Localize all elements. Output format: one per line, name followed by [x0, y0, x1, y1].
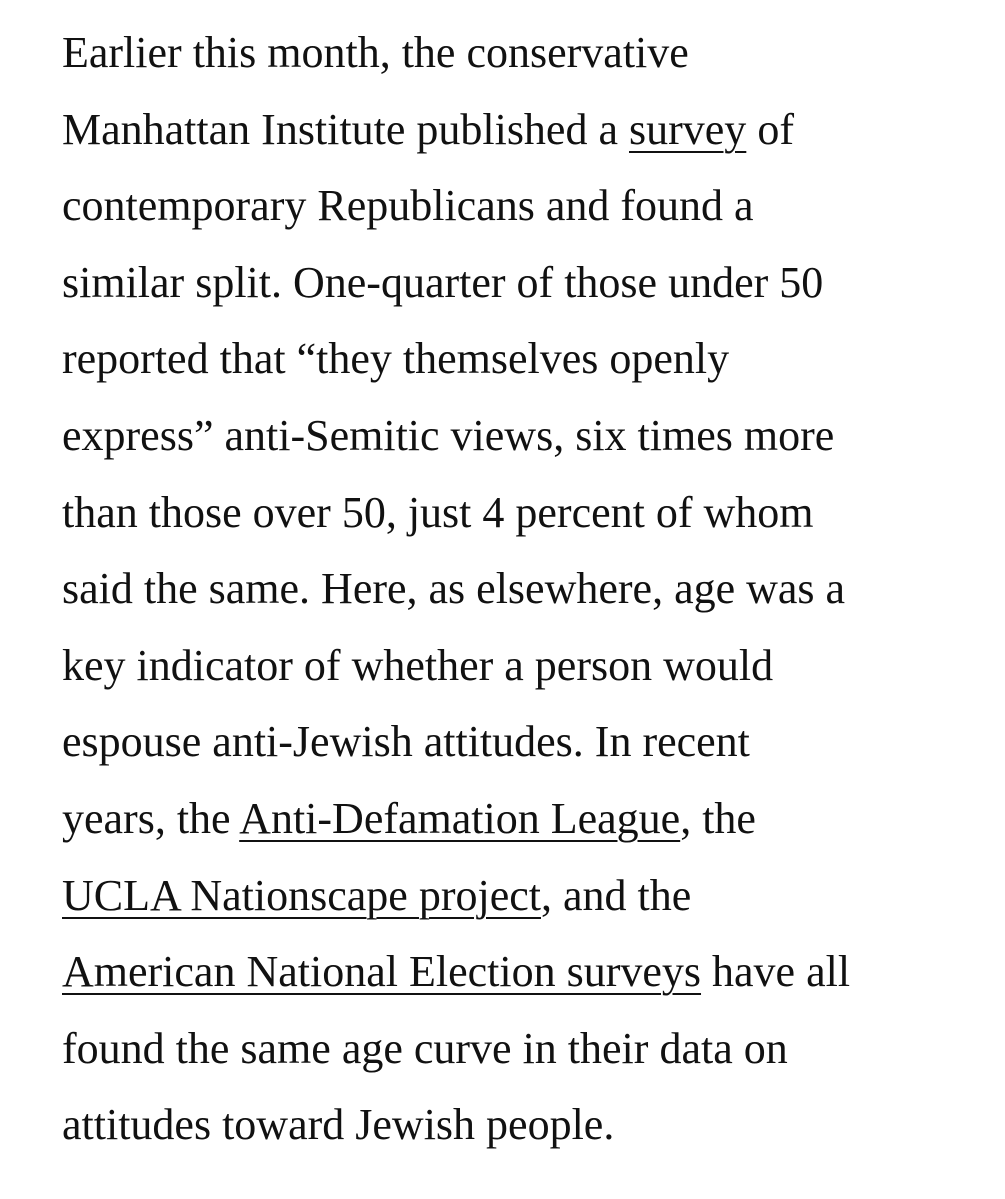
paragraph-line: than those over 50, just 4 percent of whom — [62, 487, 814, 537]
paragraph-line — [62, 92, 982, 169]
line-text: , and the — [540, 870, 692, 920]
line-text: , the — [680, 793, 756, 843]
article-paragraph — [62, 15, 982, 1164]
paragraph-line — [62, 781, 982, 858]
paragraph-line: espouse anti-Jewish attitudes. In recent — [62, 717, 750, 767]
paragraph-line — [62, 934, 982, 1011]
line-text: have all — [701, 947, 851, 997]
paragraph-line: attitudes toward Jewish people. — [62, 1100, 615, 1150]
line-text: Manhattan Institute published a — [62, 104, 629, 154]
paragraph-line: Earlier this month, the conservative — [62, 28, 689, 77]
line-text: of — [746, 104, 794, 154]
anti-defamation-league-link[interactable]: Anti-Defamation League — [239, 793, 681, 843]
paragraph-line: similar split. One-quarter of those under 50 — [62, 257, 824, 307]
survey-link[interactable]: survey — [629, 104, 747, 154]
american-national-election-surveys-link[interactable]: American National Election surveys — [62, 947, 702, 997]
paragraph-line: key indicator of whether a person would — [62, 640, 774, 690]
paragraph-line: contemporary Republicans and found a — [62, 181, 754, 231]
paragraph-line: found the same age curve in their data on — [62, 1023, 788, 1073]
paragraph-line: said the same. Here, as elsewhere, age was a — [62, 564, 846, 614]
paragraph-line: express” anti-Semitic views, six times more — [62, 410, 835, 460]
ucla-nationscape-link[interactable]: UCLA Nationscape project — [62, 870, 541, 920]
paragraph-line: reported that “they themselves openly — [62, 334, 730, 384]
paragraph-line — [62, 858, 982, 935]
line-text: years, the — [62, 793, 240, 843]
